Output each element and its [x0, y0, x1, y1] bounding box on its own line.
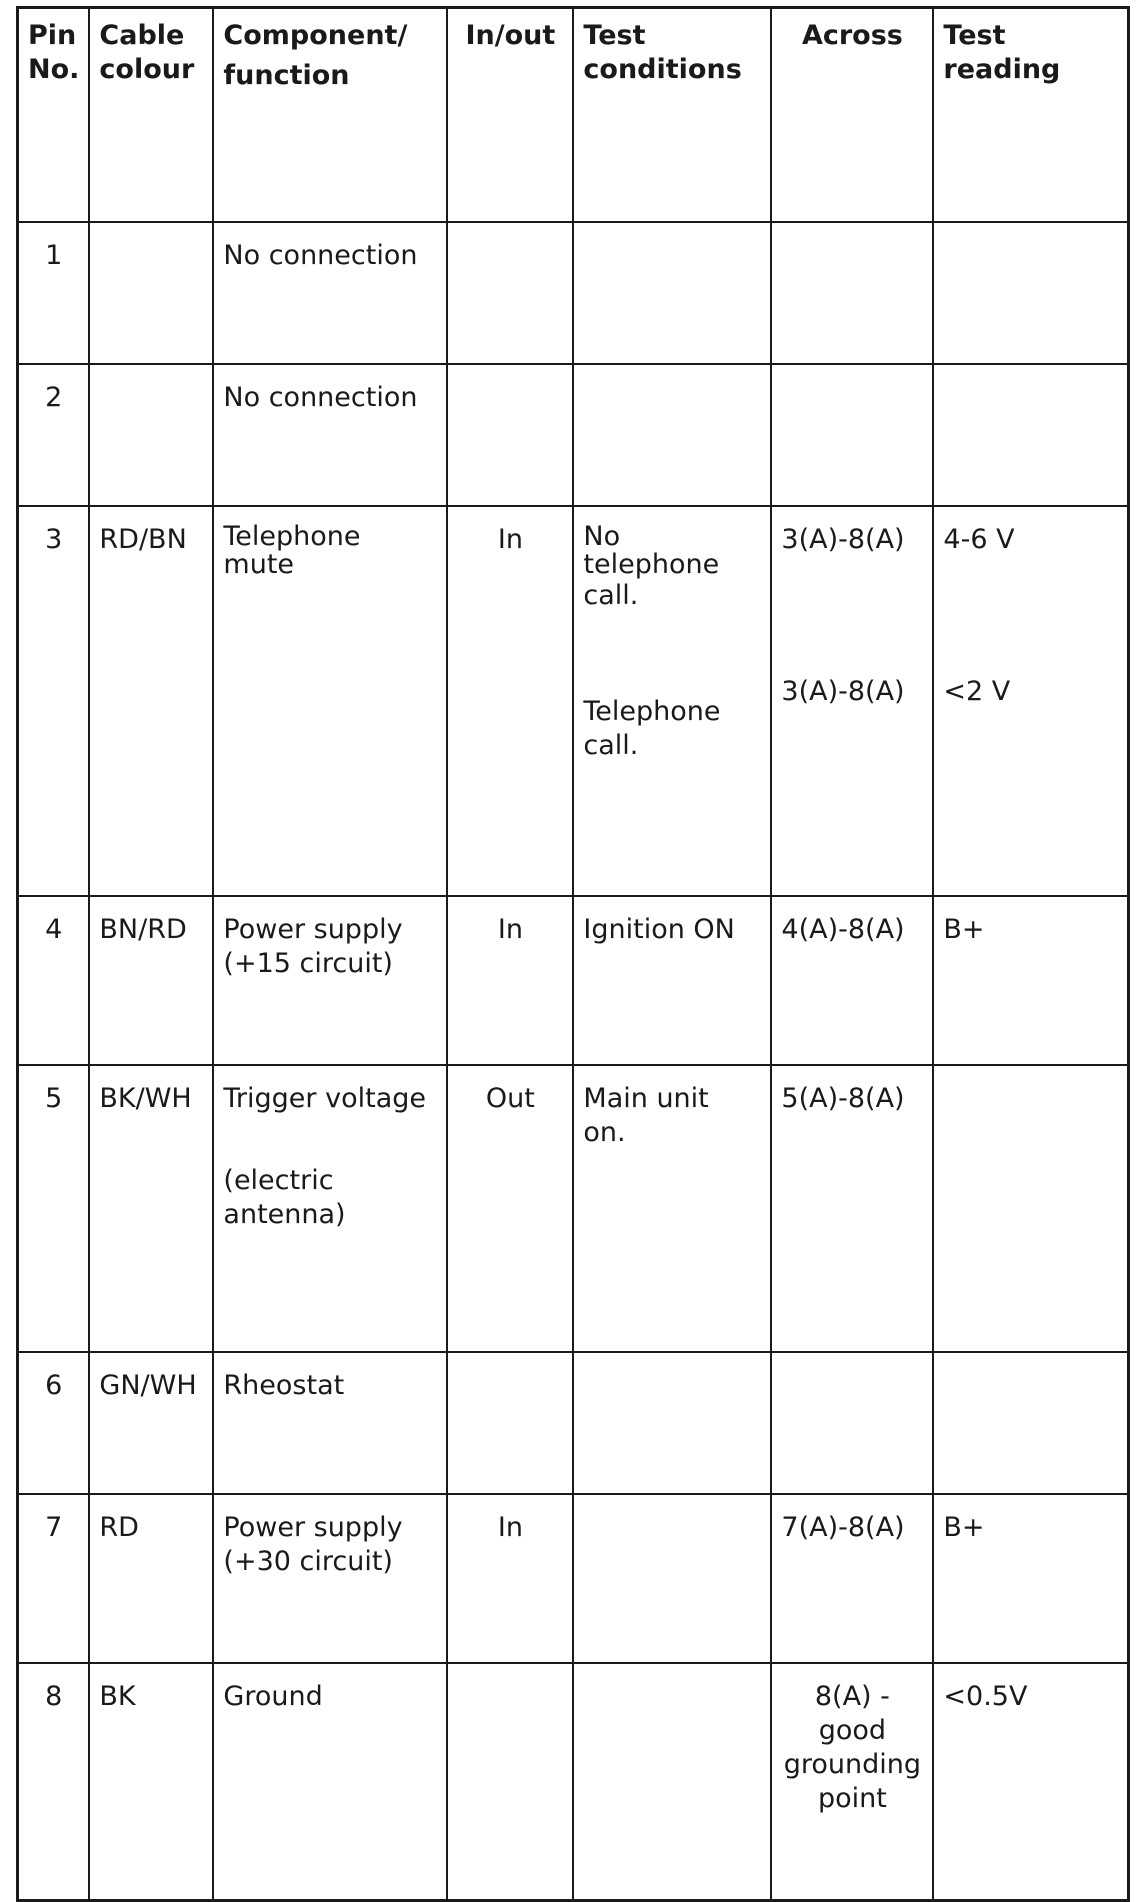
component-line: Power supply: [223, 913, 403, 945]
component-cell: [213, 896, 447, 1065]
component-line: Trigger voltage: [223, 1082, 426, 1114]
across-cell: [771, 506, 933, 896]
header-cable-line1: Cable: [99, 20, 185, 51]
reading-cell: B+: [933, 1494, 1128, 1663]
reading-cell: [933, 506, 1128, 896]
inout-cell: Out: [447, 1065, 573, 1352]
header-pin-line1: Pin: [28, 20, 77, 51]
conditions-cell: [573, 1065, 771, 1352]
header-pin-line2: No.: [28, 54, 80, 85]
across-cell: 7(A)-8(A): [771, 1494, 933, 1663]
component-cell: Ground: [213, 1663, 447, 1901]
conditions-cell: Ignition ON: [573, 896, 771, 1065]
header-cable-colour: [89, 8, 213, 222]
header-pin: [18, 8, 90, 222]
inout-cell: [447, 1663, 573, 1901]
header-across: Across: [771, 8, 933, 222]
inout-cell: In: [447, 896, 573, 1065]
conditions-cell: [573, 364, 771, 506]
conditions-line: Telephone: [583, 695, 721, 727]
across-value: 3(A)-8(A): [781, 675, 905, 707]
inout-cell: [447, 222, 573, 364]
cable-cell: BK/WH: [89, 1065, 213, 1352]
table-row: [18, 222, 1129, 364]
across-value: 3(A)-8(A): [781, 523, 905, 555]
pin-cell: 1: [18, 222, 90, 364]
table-row: [18, 1663, 1129, 1901]
header-test-reading: [933, 8, 1128, 222]
pin-cell: 4: [18, 896, 90, 1065]
header-reading-line1: Test: [943, 20, 1006, 51]
header-test-conditions: [573, 8, 771, 222]
table-row: [18, 364, 1129, 506]
header-conditions-line1: Test: [583, 20, 646, 51]
reading-cell: [933, 1065, 1128, 1352]
header-row: [18, 8, 1129, 222]
cable-cell: [89, 222, 213, 364]
pin-cell: 3: [18, 506, 90, 896]
component-line: (+30 circuit): [223, 1545, 393, 1577]
pin-cell: 5: [18, 1065, 90, 1352]
conditions-cell: [573, 222, 771, 364]
pin-cell: 8: [18, 1663, 90, 1901]
conditions-cell: [573, 1494, 771, 1663]
pin-cell: 7: [18, 1494, 90, 1663]
component-line: (+15 circuit): [223, 947, 393, 979]
conditions-line: call.: [583, 729, 639, 761]
across-line: 8(A) -: [814, 1680, 890, 1712]
component-line: antenna): [223, 1198, 346, 1230]
across-cell: 4(A)-8(A): [771, 896, 933, 1065]
table-row: [18, 1352, 1129, 1494]
conditions-cell: [573, 506, 771, 896]
header-reading-line2: reading: [943, 54, 1061, 85]
across-cell: [771, 1352, 933, 1494]
inout-cell: In: [447, 506, 573, 896]
reading-value: <2 V: [943, 675, 1011, 707]
cable-cell: BN/RD: [89, 896, 213, 1065]
reading-value: 4-6 V: [943, 523, 1015, 555]
inout-cell: [447, 364, 573, 506]
conditions-line: call.: [583, 579, 639, 611]
pin-cell: 6: [18, 1352, 90, 1494]
across-line: point: [817, 1782, 887, 1814]
table-row: [18, 1065, 1129, 1352]
across-line: good: [818, 1714, 887, 1746]
across-cell: [771, 222, 933, 364]
conditions-line: Main unit: [583, 1082, 709, 1114]
table-row: [18, 896, 1129, 1065]
component-cell: [213, 1065, 447, 1352]
component-cell: [213, 506, 447, 896]
component-line: Telephone: [223, 520, 361, 552]
component-cell: [213, 1494, 447, 1663]
reading-cell: B+: [933, 896, 1128, 1065]
component-line: (electric: [223, 1164, 334, 1196]
reading-cell: <0.5V: [933, 1663, 1128, 1901]
cable-cell: [89, 364, 213, 506]
component-line: Power supply: [223, 1511, 403, 1543]
component-line: mute: [223, 548, 295, 580]
cable-cell: GN/WH: [89, 1352, 213, 1494]
table-row: [18, 1494, 1129, 1663]
component-cell: Rheostat: [213, 1352, 447, 1494]
header-component-line2: function: [223, 60, 350, 91]
across-cell: [771, 364, 933, 506]
header-component-function: [213, 8, 447, 222]
header-in-out: In/out: [447, 8, 573, 222]
conditions-cell: [573, 1663, 771, 1901]
inout-cell: In: [447, 1494, 573, 1663]
across-cell: 5(A)-8(A): [771, 1065, 933, 1352]
component-cell: No connection: [213, 222, 447, 364]
inout-cell: [447, 1352, 573, 1494]
pin-cell: 2: [18, 364, 90, 506]
header-cable-line2: colour: [99, 54, 195, 85]
header-component-line1: Component/: [223, 20, 408, 51]
cable-cell: RD: [89, 1494, 213, 1663]
reading-cell: [933, 364, 1128, 506]
conditions-line: No: [583, 520, 621, 552]
across-cell: [771, 1663, 933, 1901]
across-line: grounding: [783, 1748, 922, 1780]
header-conditions-line2: conditions: [583, 54, 742, 85]
reading-cell: [933, 222, 1128, 364]
table-row: [18, 506, 1129, 896]
conditions-line: telephone: [583, 548, 720, 580]
reading-cell: [933, 1352, 1128, 1494]
pin-assignment-table: [16, 6, 1130, 1902]
component-cell: No connection: [213, 364, 447, 506]
cable-cell: BK: [89, 1663, 213, 1901]
conditions-line: on.: [583, 1116, 626, 1148]
cable-cell: RD/BN: [89, 506, 213, 896]
conditions-cell: [573, 1352, 771, 1494]
